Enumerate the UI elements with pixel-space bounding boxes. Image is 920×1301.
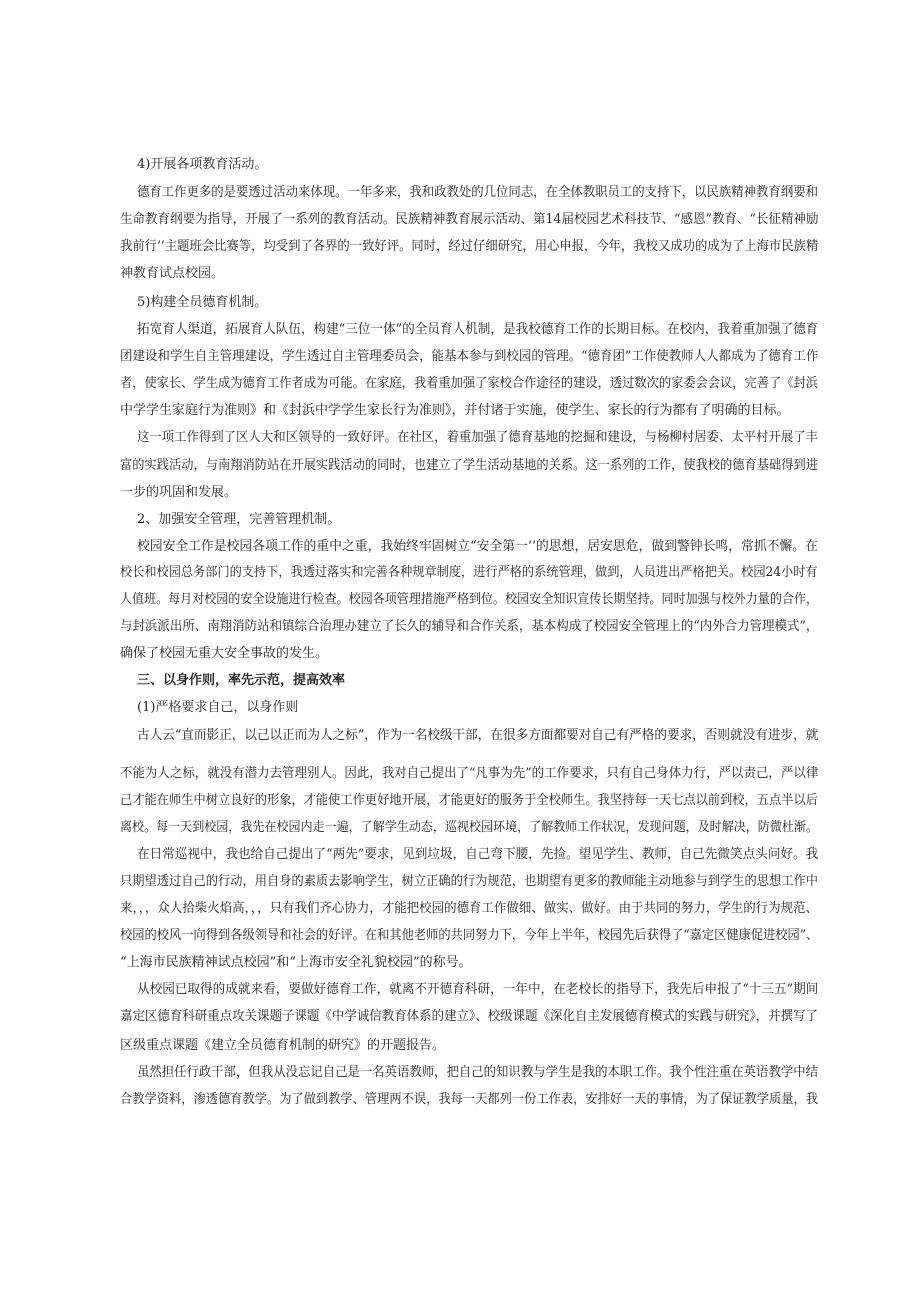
text-line: 己才能在师生中树立良好的形象，才能使工作更好地开展，才能更好的服务于全校师生。我坚持每一天七点以前到校，五点半以后 xyxy=(120,793,819,808)
text-line: 只期望透过自己的行动，用自身的素质去影响学生，树立正确的行为规范，也期望有更多的教师能主动地参与到学生的思想工作中 xyxy=(120,874,819,889)
text-line: 校园安全工作是校园各项工作的重中之重，我始终牢固树立“安全第一’’的思想，居安思危，做到警钟长鸣，常抓不懈。在 xyxy=(137,539,818,554)
text-line: 富的实践活动，与南翔消防站在开展实践活动的同时，也建立了学生活动基地的关系。这一系列的工作，使我校的德育基础得到进 xyxy=(120,458,819,473)
text-line: 与封浜派出所、南翔消防站和镇综合治理办建立了长久的辅导和合作关系，基本构成了校园安全管理上的“内外合力管理模式”， xyxy=(120,619,819,634)
text-line: 虽然担任行政干部，但我从没忘记自己是一名英语教师，把自己的知识教与学生是我的本职工作。我个性注重在英语教学中结 xyxy=(137,1065,818,1080)
text-line: 合教学资料，渗透德育教学。为了做到教学、管理两不误，我每一天都列一份工作表，安排好一天的事情，为了保证教学质量，我 xyxy=(120,1092,819,1107)
text-line: 一步的巩固和发展。 xyxy=(120,485,238,500)
text-line: 在日常巡视中，我也给自己提出了“两先”要求，见到垃圾，自己弯下腰，先捡。望见学生、教师，自己先微笑点头问好。我 xyxy=(137,847,819,862)
text-line: 我前行’’主题班会比赛等，均受到了各界的一致好评。同时，经过仔细研究，用心申报，今年，我校又成功的成为了上海市民族精 xyxy=(120,239,819,254)
text-line: 5)构建全员德育机制。 xyxy=(137,295,268,310)
subsection-heading: (1)严格要求自己，以身作则 xyxy=(137,700,299,715)
text-line: 不能为人之标，就没有潜力去管理别人。因此，我对自己提出了“凡事为先”的工作要求，只有自己身体力行，严以责己，严以律 xyxy=(120,766,819,781)
section-heading: 三、以身作则，率先示范，提高效率 xyxy=(137,673,346,688)
text-line: 确保了校园无重大安全事故的发生。 xyxy=(120,646,329,661)
text-line: 者，使家长、学生成为德育工作者成为可能。在家庭，我着重加强了家校合作途径的建设，透过数次的家委会会议，完善了《封浜 xyxy=(120,376,819,391)
text-line: 嘉定区德育科研重点攻关课题子课题《中学诚信教育体系的建立》、校级课题《深化自主发展德育模式的实践与研究》，并撰写了 xyxy=(120,1009,819,1024)
text-line: 离校。每一天到校园，我先在校园内走一遍，了解学生动态，巡视校园环境，了解教师工作状况，发现问题，及时解决，防微杜渐。 xyxy=(120,820,818,835)
text-line: 校园的校风一向得到各级领导和社会的好评。在和其他老师的共同努力下，今年上半年，校园先后获得了“嘉定区健康促进校园”、 xyxy=(120,928,819,943)
text-line: 拓宽育人渠道，拓展育人队伍，构建“三位一体”的全员育人机制，是我校德育工作的长期目标。在校内，我着重加强了德育 xyxy=(137,322,819,337)
text-line: 来，，，众人拾柴火焰高，，，只有我们齐心协力，才能把校园的德育工作做细、做实、做好。由于共同的努力，学生的行为规范、 xyxy=(120,901,819,916)
text-line: 2、加强安全管理，完善管理机制。 xyxy=(137,512,341,527)
text-line: 德育工作更多的是要透过活动来体现。一年多来，我和政教处的几位同志，在全体教职员工的支持下，以民族精神教育纲要和 xyxy=(137,185,818,200)
text-line: 从校园已取得的成就来看，要做好德育工作，就离不开德育科研，一年中，在老校长的指导下，我先后申报了“十三五”期间 xyxy=(137,982,819,997)
text-line: 中学学生家庭行为准则》和《封浜中学学生家长行为准则》，并付诸于实施，使学生、家长的行为都有了明确的目标。 xyxy=(120,403,790,418)
text-line: 区级重点课题《建立全员德育机制的研究》的开题报告。 xyxy=(120,1038,446,1053)
text-line: 古人云“直而影正，以己以正而为人之标”，作为一名校级干部，在很多方面都要对自己有严格的要求，否则就没有进步，就 xyxy=(137,728,819,743)
text-line: 人值班。每月对校园的安全设施进行检查。校园各项管理措施严格到位。校园安全知识宣传长期坚持。同时加强与校外力量的合作， xyxy=(120,592,818,607)
text-line: “上海市民族精神试点校园”和“上海市安全礼貌校园”的称号。 xyxy=(120,955,472,970)
text-line: 团建设和学生自主管理建设，学生透过自主管理委员会，能基本参与到校园的管理。“德育团”工作使教师人人都成为了德育工作 xyxy=(120,349,819,364)
text-line: 神教育试点校园。 xyxy=(120,266,225,281)
text-line: 这一项工作得到了区人大和区领导的一致好评。在社区，着重加强了德育基地的挖掘和建设，与杨柳村居委、太平村开展了丰 xyxy=(137,430,818,445)
text-line: 4)开展各项教育活动。 xyxy=(137,157,268,172)
text-line: 生命教育纲要为指导，开展了一系列的教育活动。民族精神教育展示活动、第14届校园艺术科技节、“感恩”教育、“长征精神励 xyxy=(120,212,819,227)
text-line: 校长和校园总务部门的支持下，我透过落实和完善各种规章制度，进行严格的系统管理，做到，人员进出严格把关。校园24小时有 xyxy=(120,565,818,580)
